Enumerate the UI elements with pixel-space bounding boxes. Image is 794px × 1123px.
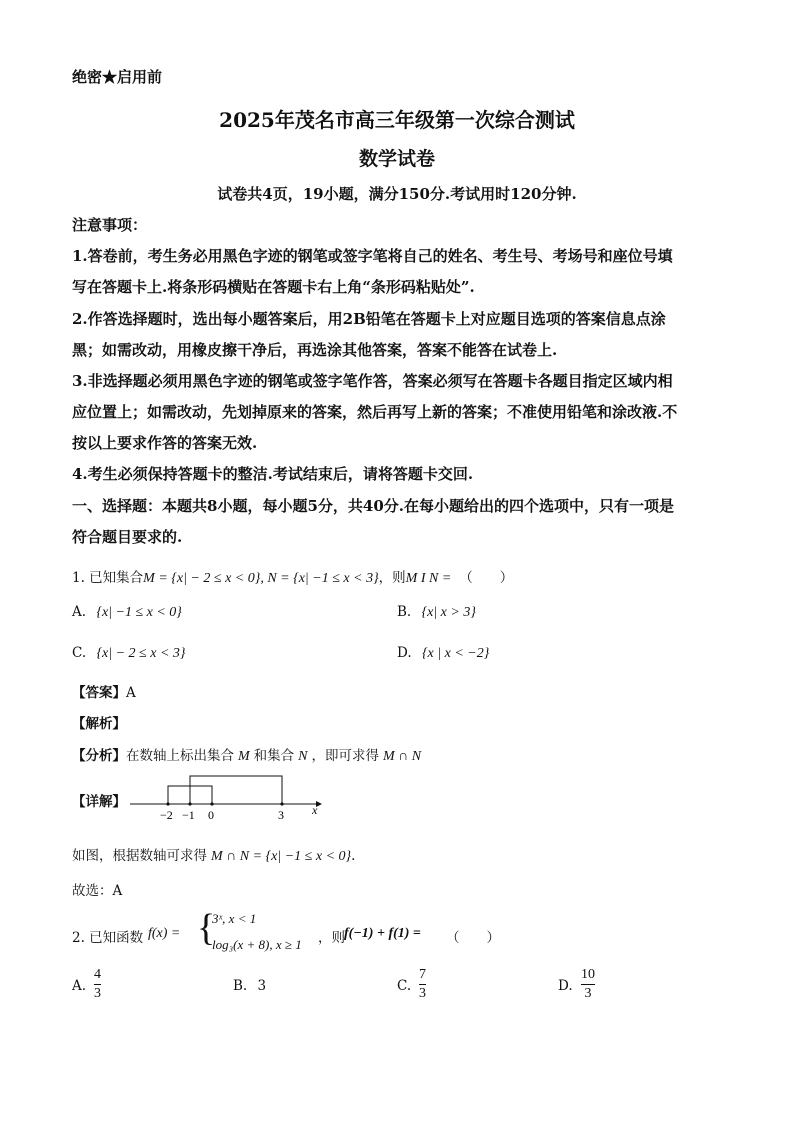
q2-expr: f(−1) + f(1) =	[344, 926, 421, 941]
tick-label-0: 0	[208, 808, 214, 822]
note-1-line-1: 1.答卷前，考生务必用黑色字迹的钢笔或签字笔将自己的姓名、考生号、考场号和座位号填	[72, 247, 673, 265]
q1-option-b	[397, 604, 476, 621]
q1-conclusion	[72, 844, 355, 865]
q1-paren: （ ）	[459, 570, 514, 586]
q1-option-a	[72, 604, 182, 621]
q2-option-a-label: A.	[72, 978, 87, 994]
point-neg2	[166, 802, 169, 805]
section-1-line-2: 符合题目要求的.	[72, 528, 183, 546]
q1-choose: 故选：A	[72, 883, 123, 899]
q2-option-d-denominator: 3	[584, 986, 592, 1001]
answer-tag: 【答案】	[72, 685, 126, 701]
q1-answer	[72, 681, 136, 701]
q1-option-d-label: D.	[397, 645, 412, 661]
q1-option-b-label: B.	[397, 604, 412, 620]
fenxi-tag: 【分析】	[72, 748, 126, 764]
note-2-line-1: 2.作答选择题时，选出每小题答案后，用2B铅笔在答题卡上对应题目选项的答案信息点涂	[72, 310, 666, 328]
axis-label-x: x	[312, 803, 318, 817]
q2-suffix: ，则	[318, 930, 345, 946]
q2-option-d-numerator: 10	[581, 967, 595, 982]
exam-info: 试卷共4页，19小题，满分150分.考试用时120分钟.	[217, 185, 577, 203]
note-3-line-3: 按以上要求作答的答案无效.	[72, 434, 258, 452]
tick-label-neg2: −2	[160, 808, 173, 822]
set-n-box	[190, 776, 282, 804]
note-3-line-1: 3.非选择题必须用黑色字迹的钢笔或签字笔作答，答案必须写在答题卡各题目指定区域内相	[72, 372, 673, 390]
exam-title: 2025年茂名市高三年级第一次综合测试	[219, 108, 575, 132]
q2-fx: f(x) =	[148, 926, 181, 941]
conclusion-expr: M ∩ N = {x| −1 ≤ x < 0}	[211, 849, 352, 864]
note-3-line-2: 应位置上；如需改动，先划掉原来的答案，然后再写上新的答案；不准使用铅笔和涂改液.不	[72, 403, 678, 421]
fraction-bar	[94, 984, 101, 985]
q2-prefix: 2. 已知函数	[72, 930, 144, 946]
q2-option-d-fraction	[581, 967, 595, 1002]
note-1-line-2: 写在答题卡上.将条形码横贴在答题卡右上角“条形码粘贴处”.	[72, 278, 475, 296]
q2-option-b-label: B.	[233, 978, 248, 994]
secret-label: 绝密★启用前	[72, 68, 163, 86]
q1-option-c-label: C.	[72, 645, 87, 661]
number-line-diagram	[126, 770, 326, 822]
q2-option-b-text: 3	[257, 978, 267, 994]
q2-option-c-denominator: 3	[419, 986, 426, 1001]
q2-option-a-denominator: 3	[94, 986, 101, 1001]
q1-suffix: ，则	[378, 570, 406, 586]
q2-brace: {	[197, 907, 216, 949]
q2-case-2: log₃(x + 8), x ≥ 1	[212, 937, 302, 952]
fenxi-expr: M ∩ N	[383, 749, 422, 764]
fenxi-n: N	[298, 749, 308, 764]
q2-option-d-label: D.	[558, 978, 573, 994]
q1-prefix: 1. 已知集合	[72, 570, 144, 586]
q1-option-b-text: {x| x > 3}	[421, 605, 476, 620]
fenxi-text-1: 在数轴上标出集合	[126, 748, 234, 764]
analysis-tag: 【解析】	[72, 716, 126, 732]
exam-subtitle: 数学试卷	[358, 148, 435, 170]
tick-label-neg1: −1	[182, 808, 195, 822]
fraction-bar	[581, 984, 595, 985]
q2-option-c-fraction	[419, 967, 426, 1002]
q2-option-a-fraction	[94, 967, 101, 1002]
q1-stem	[72, 566, 513, 587]
point-neg1	[188, 802, 191, 805]
q2-option-b	[233, 978, 266, 994]
q2-option-a-numerator: 4	[94, 967, 101, 982]
q2-option-c-numerator: 7	[419, 967, 426, 982]
detail-tag: 【详解】	[72, 794, 126, 810]
q1-fenxi	[72, 744, 421, 765]
q2-case-1: 3ˣ, x < 1	[212, 911, 257, 926]
point-0	[210, 802, 213, 805]
q1-option-c	[72, 645, 186, 662]
fenxi-text-3: ，即可求得	[311, 748, 380, 764]
fenxi-m: M	[238, 749, 250, 764]
fenxi-text-2: 和集合	[253, 748, 295, 764]
answer-value: A	[126, 685, 136, 701]
section-1-line-1: 一、选择题：本题共8小题，每小题5分，共40分.在每小题给出的四个选项中，只有一项是	[72, 497, 674, 515]
q1-expr: M I N =	[405, 571, 452, 586]
note-4: 4.考生必须保持答题卡的整洁.考试结束后，请将答题卡交回.	[72, 465, 474, 483]
q1-option-d	[397, 645, 489, 662]
q2-option-c-label: C.	[397, 978, 412, 994]
note-2-line-2: 黑；如需改动，用橡皮擦干净后，再选涂其他答案，答案不能答在试卷上.	[72, 341, 558, 359]
conclusion-suffix: .	[351, 848, 356, 864]
q1-option-a-label: A.	[72, 604, 87, 620]
point-3	[280, 802, 283, 805]
notes-heading: 注意事项：	[72, 216, 148, 234]
q1-option-d-text: {x | x < −2}	[421, 646, 490, 661]
q2-paren: （ ）	[446, 930, 500, 946]
q1-option-c-text: {x| − 2 ≤ x < 3}	[96, 646, 186, 661]
tick-label-3: 3	[278, 808, 284, 822]
fraction-bar	[419, 984, 426, 985]
conclusion-prefix: 如图，根据数轴可求得	[72, 848, 207, 864]
q1-option-a-text: {x| −1 ≤ x < 0}	[96, 605, 182, 620]
q1-sets: M = {x| − 2 ≤ x < 0}, N = {x| −1 ≤ x < 3}	[143, 571, 379, 586]
